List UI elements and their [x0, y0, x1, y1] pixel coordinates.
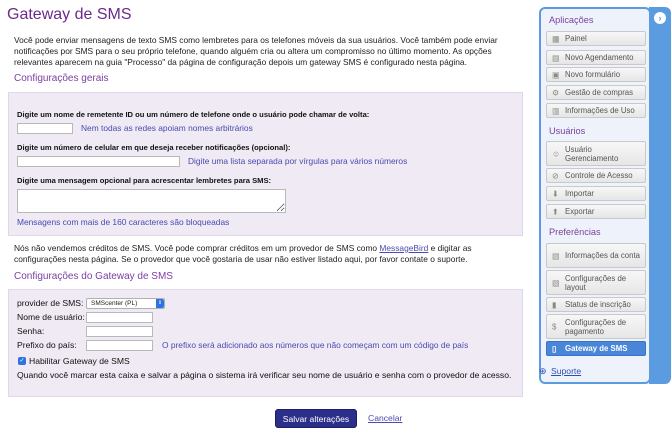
prefix-hint: O prefixo será adicionado aos números que não começam com um código de país — [162, 340, 469, 350]
enable-gateway-label: Habilitar Gateway de SMS — [29, 356, 130, 366]
password-input[interactable] — [86, 326, 153, 337]
sidebar-item-subscription-status[interactable] — [546, 297, 646, 312]
prefix-label: Prefixo do país: — [17, 340, 77, 350]
sidebar-item-export[interactable] — [546, 204, 646, 219]
layout-icon: ▧ — [552, 278, 560, 287]
sender-label: Digite um nome de remetente ID ou um número de telefone onde o usuário pode chamar de volta: — [17, 110, 370, 119]
info-icon: ▥ — [552, 106, 560, 115]
provider-label: provider de SMS: — [17, 298, 84, 308]
sidebar-toggle-strip[interactable] — [649, 7, 671, 384]
credits-text-after: e digitar as configurações nesta página. Se o provedor que você gostaria de usar não estiver listado aqui, por favor contate o suporte. — [14, 243, 472, 264]
upload-icon: ⬆ — [552, 207, 559, 216]
chart-icon: ▮ — [552, 300, 557, 309]
sidebar-item-label: Informações de Uso — [565, 106, 635, 115]
prefix-input[interactable] — [86, 340, 153, 351]
general-settings-title: Configurações gerais — [14, 73, 109, 84]
sidebar-item-label: Informações da conta — [565, 251, 640, 260]
cancel-link[interactable]: Cancelar — [368, 413, 403, 423]
sidebar-item-user-management[interactable] — [546, 141, 646, 166]
sidebar-section-title-applications: Aplicações — [549, 15, 594, 25]
sidebar-item-label: Configurações de layout — [565, 273, 627, 292]
page-title: Gateway de SMS — [7, 6, 132, 23]
form-icon: ▣ — [552, 70, 560, 79]
sidebar-item-label: Gateway de SMS — [565, 344, 628, 353]
mobile-hint: Digite uma lista separada por vírgulas para vários números — [188, 156, 408, 166]
sidebar-item-label: Status de inscrição — [565, 300, 631, 309]
sidebar-item-label: Importar — [565, 189, 595, 198]
sidebar-item-purchase-management[interactable] — [546, 85, 646, 100]
verify-note: Quando você marcar esta caixa e salvar a página o sistema irá verificar seu nome de usuário e senha com o provedor de acesso. — [17, 370, 512, 380]
sidebar-item-label: Novo Agendamento — [565, 53, 634, 62]
mobile-label: Digite um número de celular em que deseja receber notificações (opcional): — [17, 143, 291, 152]
sender-hint: Nem todas as redes apoiam nomes arbitrários — [81, 123, 253, 133]
sidebar-item-sms-gateway[interactable] — [546, 341, 646, 356]
phone-icon: ▯ — [552, 344, 557, 353]
provider-selected-value: SMScenter (PL) — [91, 300, 138, 307]
cart-icon: ⚙ — [552, 88, 560, 97]
dashboard-icon: ▦ — [552, 34, 560, 43]
calendar-icon: ▤ — [552, 53, 560, 62]
help-icon: ⊕ — [539, 366, 547, 376]
support-link[interactable]: Suporte — [551, 366, 582, 376]
money-icon: $ — [552, 322, 557, 331]
sidebar-item-label: Configurações de pagamento — [565, 317, 627, 336]
sidebar-item-account-info[interactable] — [546, 243, 646, 268]
message-textarea[interactable] — [17, 189, 286, 213]
sidebar-item-label: Novo formulário — [565, 70, 621, 79]
sender-input[interactable] — [17, 123, 73, 134]
mobile-input[interactable] — [17, 156, 180, 167]
sidebar-item-label: Usuário Gerenciamento — [565, 144, 619, 163]
message-hint: Mensagens com mais de 160 caracteres são bloqueadas — [17, 217, 230, 227]
intro-text: Você pode enviar mensagens de texto SMS como lembretes para os telefones móveis da sua usuários. Você também pode enviar notificações por SMS para o seu próprio telefone, quando alguém cria ou altera um compromisso no último momento. As opções relevantes aparecem na guia "Processo" da página de configuração depois um gateway SMS é configurado nesta página. — [14, 35, 498, 67]
download-icon: ⬇ — [552, 189, 559, 198]
sidebar-item-label: Gestão de compras — [565, 88, 634, 97]
save-button[interactable]: Salvar alterações — [275, 409, 357, 428]
check-icon: ✓ — [19, 358, 25, 364]
messagebird-link[interactable]: MessageBird — [379, 243, 429, 253]
sidebar-item-new-form[interactable] — [546, 67, 646, 82]
sidebar-item-layout-settings[interactable] — [546, 270, 646, 295]
username-input[interactable] — [86, 312, 153, 323]
enable-gateway-checkbox[interactable] — [18, 357, 26, 365]
sidebar-item-label: Exportar — [565, 207, 595, 216]
sidebar-item-import[interactable] — [546, 186, 646, 201]
user-icon: ☺ — [552, 149, 561, 158]
credits-text-before: Nós não vendemos créditos de SMS. Você pode comprar créditos em um provedor de SMS como — [14, 243, 380, 253]
document-icon: ▤ — [552, 251, 560, 260]
message-label: Digite uma mensagem opcional para acrescentar lembretes para SMS: — [17, 176, 272, 185]
password-label: Senha: — [17, 326, 45, 336]
sidebar-section-title-users: Usuários — [549, 126, 586, 136]
lock-icon: ⊘ — [552, 171, 559, 180]
chevron-right-icon[interactable]: › — [654, 12, 666, 24]
chevron-updown-icon: ⇕ — [157, 300, 163, 306]
provider-select[interactable] — [86, 298, 165, 309]
sidebar-item-usage-info[interactable] — [546, 103, 646, 118]
username-label: Nome de usuário: — [17, 312, 85, 322]
gateway-settings-title: Configurações do Gateway de SMS — [14, 271, 173, 282]
credits-text — [14, 243, 526, 265]
sidebar-item-label: Painel — [565, 34, 587, 43]
sidebar-section-title-preferences: Preferências — [549, 227, 601, 237]
sidebar-item-label: Controle de Acesso — [565, 171, 633, 180]
sidebar-item-new-appointment[interactable] — [546, 50, 646, 65]
sidebar-item-access-control[interactable] — [546, 168, 646, 183]
sidebar-item-dashboard[interactable] — [546, 31, 646, 46]
sidebar-item-payment-settings[interactable] — [546, 314, 646, 339]
